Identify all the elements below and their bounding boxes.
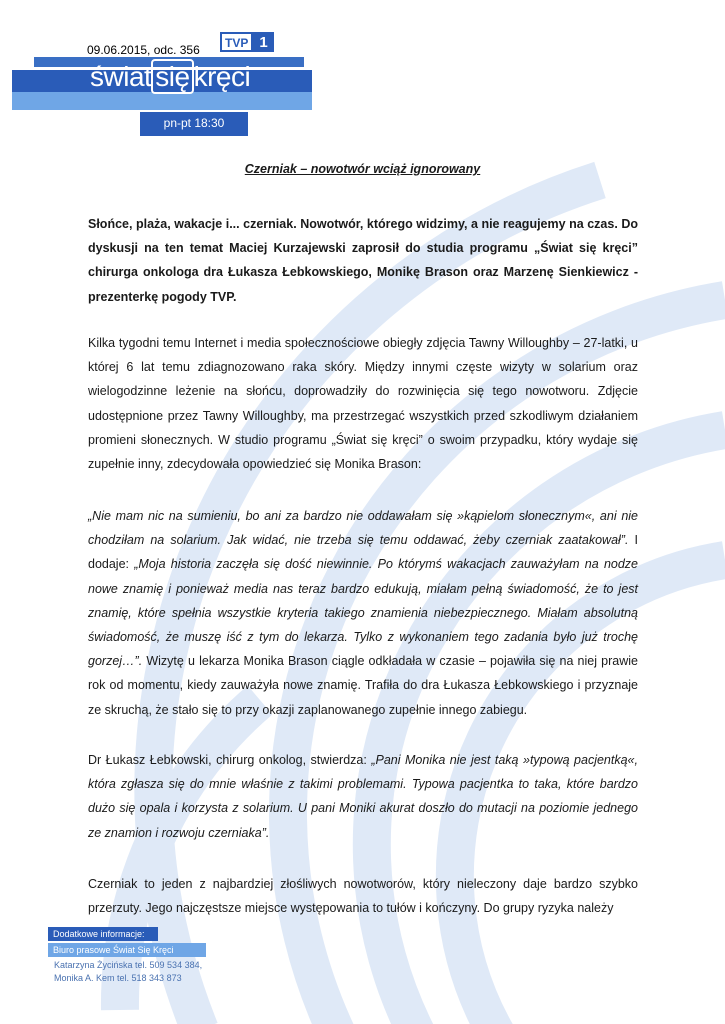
paragraph-text: I dodaje:: [88, 533, 638, 572]
paragraph-text: Dr Łukasz Łebkowski, chirurg onkolog, stwierdza:: [88, 753, 372, 767]
press-contact: [48, 927, 208, 985]
paragraph-1: Kilka tygodni temu Internet i media społecznościowe obiegły zdjęcia Tawny Willoughby – 27-latki, u której 6 lat temu zdiagnozowano raka skóry. Między innymi częste wizyty w solarium oraz wielogodzinne leżenie na słońcu, doprowadziły do rozwinięcia się tego nowotworu. Zdjęcie udostępnione przez Tawny Willoughby, ma przestrzegać wszystkich przed szkodliwym działaniem promieni słonecznych. W studio programu „Świat się kręci” o swoim przypadku, który wydaje się zupełnie inny, zdecydowała opowiedzieć się Monika Brason:: [88, 336, 638, 472]
paragraph-4: Czerniak to jeden z najbardziej złośliwych nowotworów, który nieleczony daje bardzo szybko przerzuty. Jego najczęstsze miejsce występowania to tułów i kończyny. Do grupy ryzyka należy: [88, 877, 638, 916]
logo-title: świat się kręci: [90, 61, 251, 92]
quote: „Pani Monika nie jest taką »typową pacjentką«, która zgłasza się do mnie właśnie z takimi problemami. Typowa pacjentka to taka, które bardzo dużo się opala i korzysta z solarium. U pani Moniki akurat doszło do mutacji na poziomie jednego ze znamion i rozwoju czerniaka”.: [88, 753, 638, 840]
tvp-label: TVP: [220, 32, 253, 52]
press-office-label: Biuro prasowe Świat Się Kręci: [48, 943, 206, 957]
logo-bar: [12, 92, 312, 110]
airtime-label: pn-pt 18:30: [163, 116, 225, 130]
tvp-number: 1: [253, 32, 273, 52]
lead-paragraph: Słońce, plaża, wakacje i... czerniak. Nowotwór, którego widzimy, a nie reagujemy na czas. Do dyskusji na ten temat Maciej Kurzajewski zaprosił do studia programu „Świat się kręci” chirurga onkologa dra Łukasza Łebkowskiego, Monikę Brason oraz Marzenę Sienkiewicz - prezenterkę pogody TVP.: [88, 217, 638, 304]
paragraph-text: Wizytę u lekarza Monika Brason ciągle odkładała w czasie – pojawiła się na niej prawie rok od momentu, kiedy zauważyła nowe znamię. Trafiła do dra Łukasza Łebkowskiego i przyznaje ze skruchą, że stało się to przy okazji zaplanowanego zupełnie innego zabiegu.: [88, 654, 638, 717]
contact-line: Katarzyna Życińska tel. 509 534 384,: [54, 960, 203, 970]
paragraph-2: [88, 504, 638, 722]
tvp1-logo: [220, 32, 274, 52]
contact-heading: Dodatkowe informacje:: [48, 927, 158, 941]
contact-line: Monika A. Kem tel. 518 343 873: [54, 973, 182, 983]
date-episode: 09.06.2015, odc. 356: [87, 43, 200, 57]
paragraph-3: [88, 748, 638, 845]
quote: „Nie mam nic na sumieniu, bo ani za bardzo nie oddawałam się »kąpielom słonecznym«, ani nie chodziłam na solarium. Jak widać, nie trzeba się temu oddawać, żeby czerniak zaatakował”.: [88, 509, 638, 548]
quote: „Moja historia zaczęła się dość niewinnie. Po którymś wakacjach zauważyłam na nodze nowe znamię i ponieważ media nas teraz bardzo edukują, miałam pełną świadomość, że to jest znamię, które spełnia wszystkie kryteria takiego znamienia niebezpiecznego. Miałam absolutną świadomość, że muszę iść z tym do lekarza. Tylko z wykonaniem tego zadania było już trochę gorzej…”.: [88, 557, 639, 669]
article-title: Czerniak – nowotwór wciąż ignorowany: [244, 162, 481, 176]
